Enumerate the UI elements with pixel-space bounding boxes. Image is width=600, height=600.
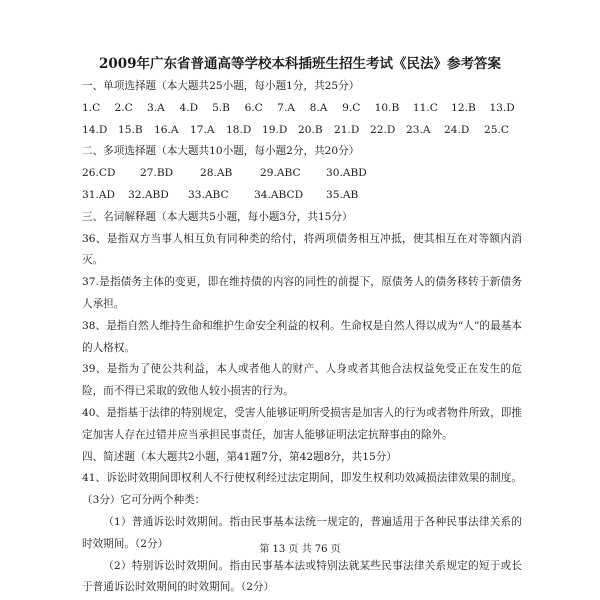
answer-row-multiple-2 — [82, 185, 522, 207]
answer-item: 1.C — [82, 101, 101, 114]
answer-item: 30.ABD — [326, 167, 367, 180]
section-heading-short-answer: 四、简述题（本大题共2小题，第41题7分，第42题8分，共15分） — [82, 450, 397, 463]
answer-item: 3.A — [147, 101, 165, 114]
answer-item: 9.C — [342, 101, 361, 114]
answer-item: 17.A — [190, 123, 215, 136]
answer-41: 41、诉讼时效期间即权利人不行使权利经过法定期间，即发生权利功效减损法律效果的制度。（3分）它可分两个种类： — [82, 472, 522, 507]
answer-item: 2.C — [114, 101, 133, 114]
answer-41-point-1: （1）普通诉讼时效期间。指由民事基本法统一规定的，普遍适用于各种民事法律关系的时效期间。（2分） — [82, 515, 522, 550]
document-body — [82, 76, 522, 599]
answer-39: 39、是指为了使公共利益，本人或者他人的财产、人身或者其他合法权益免受正在发生的危险，而不得已采取的致他人较小损害的行为。 — [82, 363, 522, 398]
answer-item: 34.ABCD — [254, 188, 304, 201]
answer-item: 11.C — [412, 101, 438, 114]
answer-item: 10.B — [374, 101, 400, 114]
answer-item: 13.D — [489, 101, 515, 114]
answer-item: 5.B — [212, 101, 230, 114]
answer-item: 29.ABC — [260, 167, 301, 180]
answer-item: 19.D — [262, 123, 288, 136]
answer-item: 18.D — [226, 123, 252, 136]
answer-item: 7.A — [277, 101, 295, 114]
answer-item: 26.CD — [82, 167, 116, 180]
document-title: 2009年广东省普通高等学校本科插班生招生考试《民法》参考答案 — [98, 56, 502, 72]
answer-item: 15.B — [118, 123, 143, 136]
answer-row-single-1 — [82, 98, 522, 120]
answer-item: 31.AD — [82, 188, 115, 201]
answer-item: 12.B — [451, 101, 476, 114]
answer-38: 38、是指自然人维持生命和维护生命安全利益的权利。生命权是自然人得以成为“人”的最基本的人格权。 — [82, 319, 522, 354]
answer-40: 40、是指基于法律的特别规定，受害人能够证明所受损害是加害人的行为或者物件所致，即推定加害人存在过错并应当承担民事责任，加害人能够证明法定抗辩事由的除外。 — [82, 406, 522, 441]
answer-item: 33.ABC — [188, 188, 229, 201]
answer-item: 16.A — [154, 123, 179, 136]
answer-37: 37.是指债务主体的变更，即在维持债的内容的同性的前提下，原债务人的债务移转于新债务人承担。 — [82, 276, 522, 310]
answer-item: 25.C — [484, 123, 509, 136]
answer-item: 6.C — [244, 101, 263, 114]
section-heading-single-choice: 一、单项选择题（本大题共25小题，每小题1分，共25分） — [82, 80, 360, 92]
answer-item: 14.D — [82, 123, 108, 136]
answer-41-point-2: （2）特别诉讼时效期间。指由民事基本法或特别法就某些民事法律关系规定的短于或长于普通诉讼时效期间的时效期间。（2分） — [82, 559, 522, 594]
answer-item: 22.D — [370, 123, 396, 136]
answer-item: 35.AB — [326, 188, 359, 201]
page-number: 第 13 页 共 76 页 — [259, 544, 341, 555]
section-heading-term-explanation: 三、名词解释题（本大题共5小题，每小题3分，共15分） — [82, 210, 353, 223]
answer-row-multiple-1 — [82, 163, 522, 185]
answer-36: 36、是指双方当事人相互负有同种类的给付，将两项债务相互冲抵，使其相互在对等额内消灭。 — [82, 232, 522, 267]
answer-row-single-2 — [82, 120, 522, 142]
section-heading-multiple-choice: 二、多项选择题（本大题共10小题，每小题2分，共20分） — [82, 145, 360, 158]
answer-item: 8.A — [309, 101, 328, 114]
answer-item: 32.ABD — [128, 188, 169, 201]
answer-item: 21.D — [334, 123, 360, 136]
answer-item: 4.D — [179, 101, 199, 114]
answer-item: 20.B — [298, 123, 323, 136]
answer-item: 24.D — [444, 123, 470, 136]
answer-item: 27.BD — [140, 167, 174, 180]
answer-item: 23.A — [406, 123, 431, 136]
answer-item: 28.AB — [200, 167, 233, 180]
